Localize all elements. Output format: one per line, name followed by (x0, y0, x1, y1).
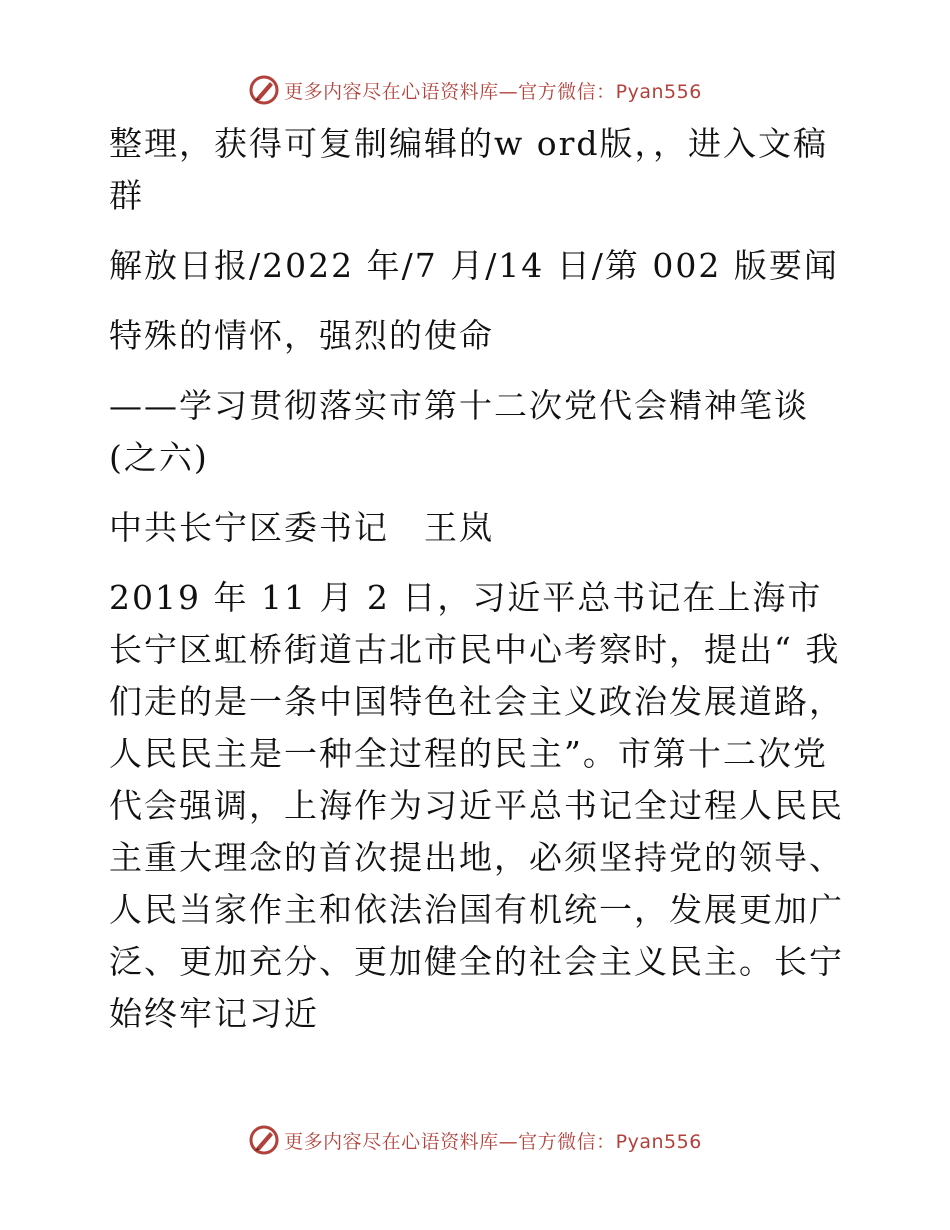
document-body (97, 118, 857, 1058)
source-line: 解放日报/2022 年/7 月/14 日/第 002 版要闻 (109, 246, 839, 285)
article-title: 特殊的情怀，强烈的使命 (109, 316, 494, 355)
pen-logo-icon (248, 74, 280, 106)
pen-logo-icon (248, 1124, 280, 1156)
body-paragraph: 2019 年 11 月 2 日，习近平总书记在上海市长宁区虹桥街道古北市民中心考察时，提出“ 我们走的是一条中国特色社会主义政治发展道路，人民民主是一种全过程的民主”。市第十二次党代会强调，上海作为习近平总书记全过程人民民主重大理念的首次提出地，必须坚持党的领导、人民当家作主和依法治国有机统一，发展更加广泛、更加充分、更加健全的社会主义民主。长宁始终牢记习近 (109, 578, 844, 1033)
header-watermark-banner (0, 70, 950, 110)
article-subtitle: ——学习贯彻落实市第十二次党代会精神笔谈(之六) (109, 386, 809, 477)
watermark-text: 更多内容尽在心语资料库—官方微信：Pyan556 (284, 80, 702, 103)
footer-watermark-banner (0, 1120, 950, 1160)
intro-line: 整理，获得可复制编辑的w ord版，，进入文稿群 (109, 124, 829, 215)
author-line: 中共长宁区委书记 王岚 (109, 508, 494, 547)
watermark-text: 更多内容尽在心语资料库—官方微信：Pyan556 (284, 1130, 702, 1153)
